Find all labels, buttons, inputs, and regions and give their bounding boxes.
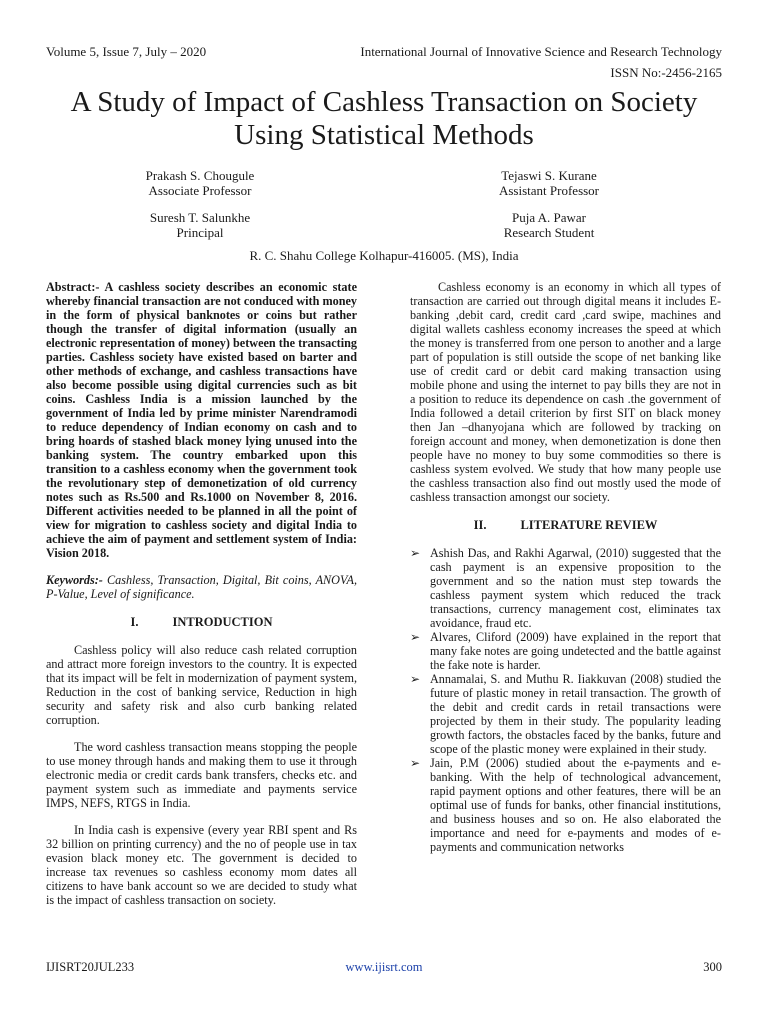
section-number: II.: [473, 518, 487, 532]
author-role: Assistant Professor: [498, 183, 600, 198]
list-item-text: Jain, P.M (2006) studied about the e-payments and e-banking. With the help of technological advancement, rapid payment options and other features, there will be an optimal use of funds for banks, other financial institutions, and business houses and so on. He also elaborated the importance and need for e-payments and modes of e-payments and communication networks: [430, 756, 721, 854]
right-column: [410, 280, 721, 854]
paper-code: IJISRT20JUL233: [46, 960, 135, 974]
list-item-text: Annamalai, S. and Muthu R. Iiakkuvan (2008) studied the future of plastic money in retail transaction. The growth of the debit and credit cards in retail transactions were projected by them in their study. The popularity leading growth factors, the obstacles faced by the banks, future and scope of the plastic money were explained in their study.: [430, 672, 721, 756]
author-name: Puja A. Pawar: [511, 210, 587, 225]
section-title: LITERATURE REVIEW: [520, 518, 658, 532]
keywords-text: Cashless, Transaction, Digital, Bit coins, ANOVA, P-Value, Level of significance.: [46, 573, 357, 601]
author-2: [449, 168, 649, 198]
intro-paragraph: In India cash is expensive (every year RBI spent and Rs 32 billion on printing currency) and the no of people use in tax evasion black money etc. The government is decided to increase tax revenues so cashless economy mom dates all citizens to have bank account so we are decided to study what is the impact of cashless transaction on society.: [46, 823, 357, 907]
arrow-bullet-icon: ➢: [410, 630, 421, 644]
literature-list: [410, 546, 721, 854]
author-role: Research Student: [503, 225, 595, 240]
left-column: [46, 280, 357, 907]
abstract: Abstract:- A cashless society describes an economic state whereby financial transaction are not conduced with money in the form of physical banknotes or coins but rather though the transfer of digital information (usually an electronic representation of money) between the transacting parties. Cashless society have existed based on barter and other methods of exchange, and cashless transactions have also become possible using digital currencies such as bit coins. Cashless India is a mission launched by the government of India led by prime minister Narendramodi to reduce dependency of Indian economy on cash and to bring hoards of stashed black money lying unused into the banking system. The country embarked upon this transition to a cashless economy when the government took the revolutionary step of demonetization of old currency notes such as Rs.500 and Rs.1000 on November 8, 2016. Different activities needed to be planned in all the point of view for migration to cashless society and digital India to achieve the aim of payment and settlement system of India: Vision 2018.: [46, 280, 357, 560]
arrow-bullet-icon: ➢: [410, 672, 421, 686]
list-item-text: Ashish Das, and Rakhi Agarwal, (2010) suggested that the cash payment is an expensive proposition to the government and so the nation must step towards the cashless payment system which reduced the track transactions, currency management cost, eliminates tax avoidance, fraud etc.: [430, 546, 721, 630]
author-name: Prakash S. Chougule: [145, 168, 255, 183]
affiliation: R. C. Shahu College Kolhapur-416005. (MS), India: [249, 248, 519, 263]
section-number: I.: [130, 615, 139, 629]
list-item: [410, 756, 721, 854]
list-item-text: Alvares, Cliford (2009) have explained in the report that many fake notes are going undetected and the battle against the fake note is harder.: [430, 630, 721, 672]
intro-paragraph: Cashless policy will also reduce cash related corruption and attract more foreign investors to the country. It is expected that its impact will be felt in modernization of payment system, Reduction in the cost of banking service, Reduction in high security and safety risk and also curb banking related corruption.: [46, 643, 357, 727]
author-role: Principal: [176, 225, 224, 240]
author-1: [100, 168, 300, 198]
page-number: 300: [703, 960, 722, 974]
author-name: Suresh T. Salunkhe: [149, 210, 251, 225]
author-4: [449, 210, 649, 240]
website-link[interactable]: www.ijisrt.com: [345, 960, 423, 974]
list-item: [410, 630, 721, 672]
section-heading-literature-review: [410, 518, 721, 532]
author-name: Tejaswi S. Kurane: [501, 168, 597, 183]
journal-name: International Journal of Innovative Science and Research Technology: [360, 44, 722, 59]
volume-info: Volume 5, Issue 7, July – 2020: [46, 44, 207, 59]
author-3: [100, 210, 300, 240]
section-title: INTRODUCTION: [172, 615, 273, 629]
list-item: [410, 672, 721, 756]
arrow-bullet-icon: ➢: [410, 546, 421, 560]
list-item: [410, 546, 721, 630]
keywords: [46, 573, 357, 601]
paper-title: A Study of Impact of Cashless Transaction on Society Using Statistical Methods: [70, 86, 698, 151]
arrow-bullet-icon: ➢: [410, 756, 421, 770]
author-role: Associate Professor: [148, 183, 252, 198]
section-heading-introduction: [46, 615, 357, 629]
keywords-label: Keywords:-: [46, 573, 103, 587]
issn: ISSN No:-2456-2165: [610, 65, 722, 80]
intro-continuation: Cashless economy is an economy in which all types of transaction are carried out through digital means it includes E- banking ,debit card, credit card ,card swipe, machines and digital wallets cashless economy increases the speed at which the money is transferred from one person to another and a large part of population is still outside the scope of net banking like use of credit card or debit card making transaction using mobile phone and using the internet to pay bills they are not in a position to reduce its dependence on cash .the government of India followed a detail criterion by first SIT on black money then Jan –dhanyojana which are followed by tracking on foreign account and money, when demonetization is done then people have no money to buy some commodities so there is cashless system evolved. We study that how many people use the cashless transaction also find out mostly used the mode of cashless transaction amongst our society.: [410, 280, 721, 504]
intro-paragraph: The word cashless transaction means stopping the people to use money through hands and making them to use it through electronic media or credit cards bank transfers, checks etc. and payment system such as immediate and payments service IMPS, NEFS, RTGS in India.: [46, 740, 357, 810]
